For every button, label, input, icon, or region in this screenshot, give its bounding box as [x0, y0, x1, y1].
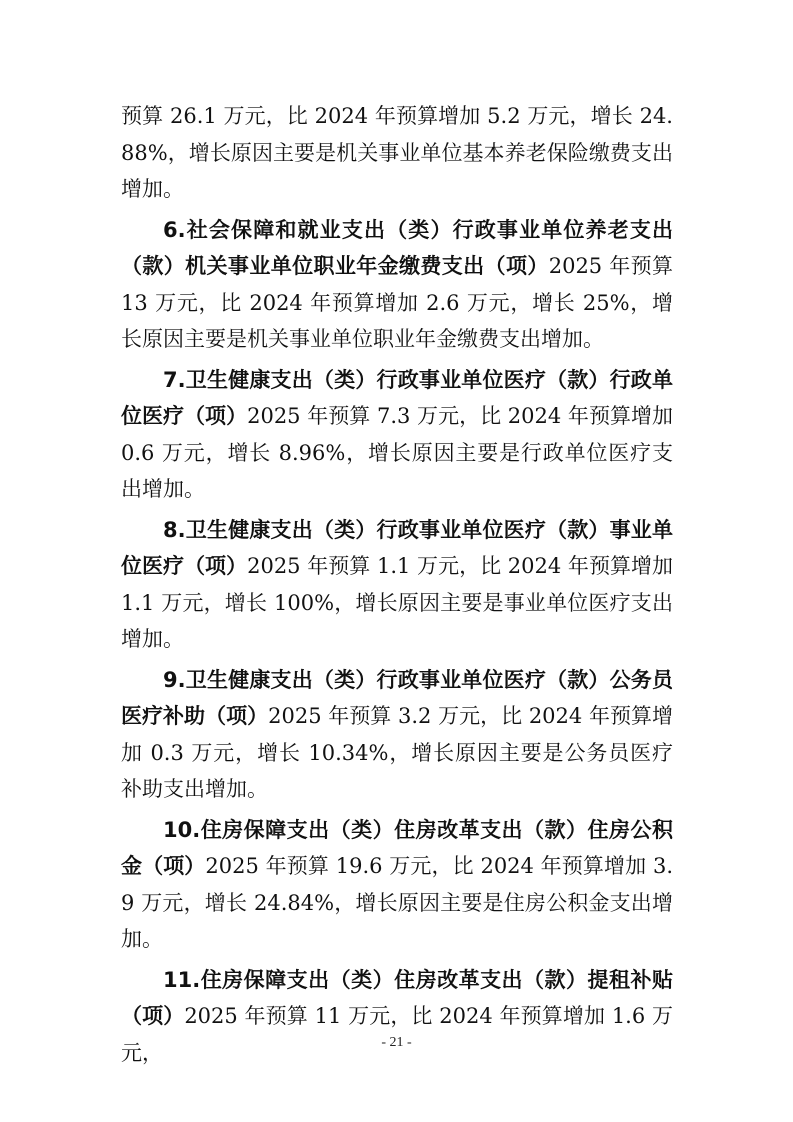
paragraph-text: 2025 年预算 3.2 万元，比 2024 年预算增加 0.3 万元，增长 10.34%，增长原因主要是公务员医疗补助支出增加。	[121, 704, 673, 801]
paragraph-heading: 9.卫生健康支出（类）行政事业单位医疗（款）公务员医疗补助（项）	[121, 667, 673, 728]
paragraph-heading: 10.住房保障支出（类）住房改革支出（款）住房公积金（项）	[121, 817, 673, 878]
paragraph-heading: 11.住房保障支出（类）住房改革支出（款）提租补贴（项）	[121, 967, 673, 1028]
paragraph-text: 2025 年预算 19.6 万元，比 2024 年预算增加 3.9 万元，增长 24.84%，增长原因主要是住房公积金支出增加。	[121, 854, 674, 951]
paragraph-text: 预算 26.1 万元，比 2024 年预算增加 5.2 万元，增长 24.88%，增长原因主要是机关事业单位基本养老保险缴费支出增加。	[121, 104, 673, 201]
paragraph-item-9	[121, 662, 673, 808]
paragraph-heading: 8.卫生健康支出（类）行政事业单位医疗（款）事业单位医疗（项）	[121, 517, 673, 578]
paragraph-heading: 7.卫生健康支出（类）行政事业单位医疗（款）行政单位医疗（项）	[121, 367, 673, 428]
document-body	[121, 98, 673, 1075]
paragraph-item-11	[121, 962, 673, 1072]
paragraph-text: 2025 年预算 13 万元，比 2024 年预算增加 2.6 万元，增长 25%，增长原因主要是机关事业单位职业年金缴费支出增加。	[121, 254, 673, 351]
paragraph-text: 2025 年预算 11 万元，比 2024 年预算增加 1.6 万元，	[121, 1004, 674, 1065]
paragraph-item-6	[121, 212, 673, 358]
paragraph-item-7	[121, 362, 673, 508]
paragraph-item-8	[121, 512, 673, 658]
paragraph-heading: 6.社会保障和就业支出（类）行政事业单位养老支出（款）机关事业单位职业年金缴费支出（项）	[121, 217, 673, 278]
paragraph-text: 2025 年预算 7.3 万元，比 2024 年预算增加 0.6 万元，增长 8.96%，增长原因主要是行政单位医疗支出增加。	[121, 404, 673, 501]
paragraph-continued	[121, 98, 673, 208]
paragraph-item-10	[121, 812, 673, 958]
paragraph-text: 2025 年预算 1.1 万元，比 2024 年预算增加 1.1 万元，增长 100%，增长原因主要是事业单位医疗支出增加。	[121, 554, 673, 651]
page-number: - 21 -	[381, 1035, 412, 1050]
